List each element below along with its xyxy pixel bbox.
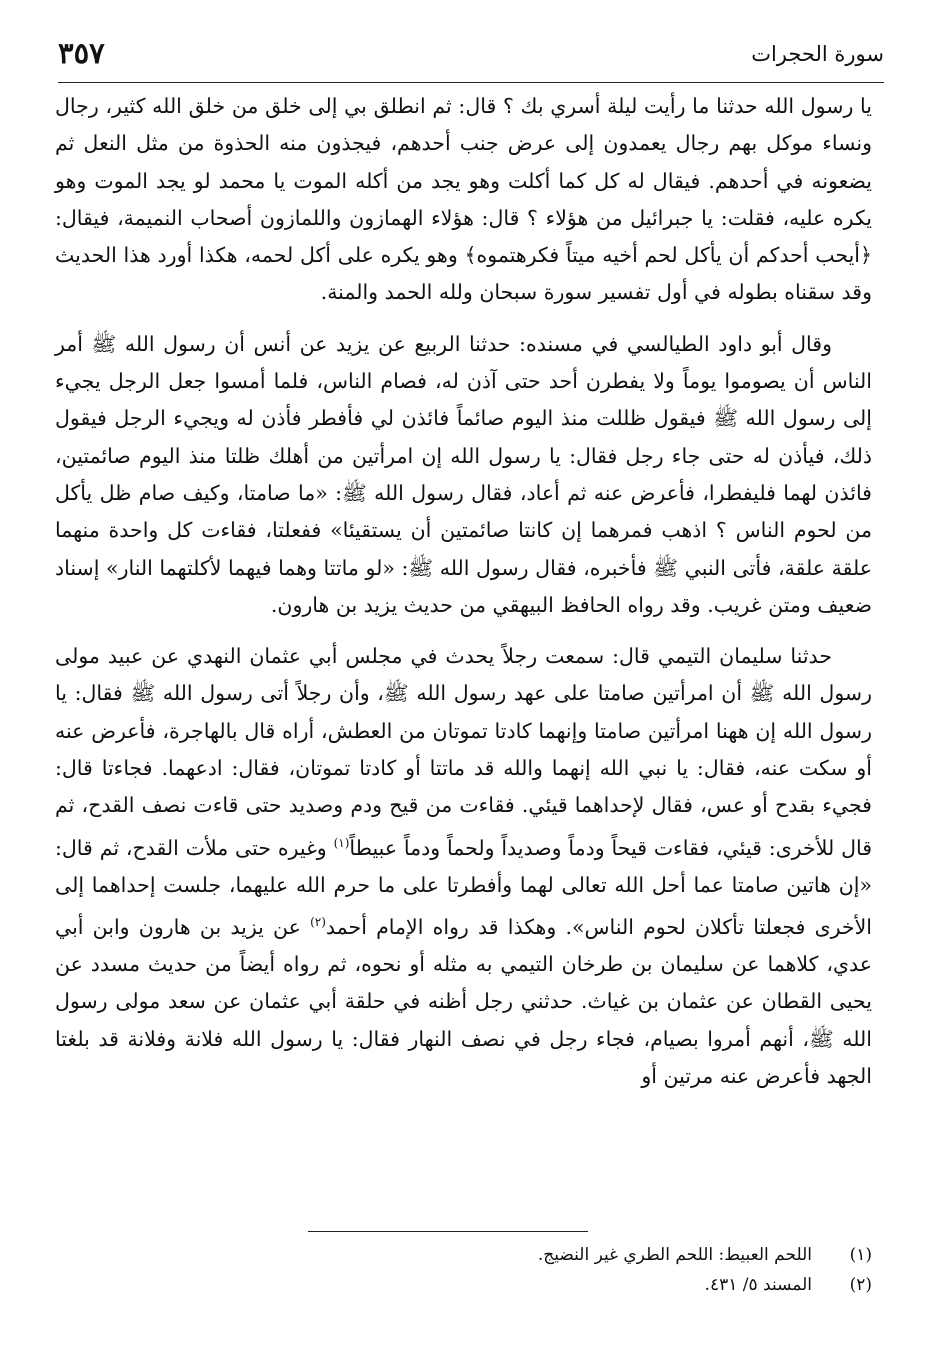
paragraph-3-part-3: عن يزيد بن هارون وابن أبي عدي، كلاهما عن سليمان بن طرخان التيمي به مثله أو نحوه، ثم رواه أيضاً من حديث مسدد عن يحيى القطان عن عثمان بن غياث. حدثني رجل أظنه في حلقة أبي عثمان عن سعد مولى رسول الله ﷺ، أنهم أمروا بصيام، فجاء رجل في نصف النهار فقال: يا رسول الله فلانة وفلانة قد بلغتا الجهد فأعرض عنه مرتين أو [55, 914, 872, 1089]
footnote-text: المسند ٥/ ٤٣١. [704, 1275, 812, 1295]
main-text [55, 88, 872, 1095]
footnote-1 [60, 1240, 872, 1270]
page-header [58, 36, 884, 83]
footnotes [60, 1240, 872, 1300]
paragraph-3 [55, 638, 872, 1095]
footnote-number: (١) [849, 1245, 872, 1265]
paragraph-3-part-1: حدثنا سليمان التيمي قال: سمعت رجلاً يحدث في مجلس أبي عثمان النهدي عن عبيد مولى رسول الله ﷺ أن امرأتين صامتا على عهد رسول الله ﷺ، وأن رجلاً أتى رسول الله ﷺ فقال: يا رسول الله إن ههنا امرأتين صامتا وإنهما كادتا تموتان من العطش، أراه قال بالهاجرة، فأعرض عنه أو سكت عنه، فقال: يا نبي الله إنهما والله قد ماتتا أو كادتا تموتان، فقال: ادعهما. فجاءتا قال: فجيء بقدح أو عس، فقال لإحداهما قيئي. فقاءت من قيح ودم وصديد حتى قاءت نصف القدح، ثم قال للأخرى: قيئي، فقاءت قيحاً ودماً وصديداً ولحماً ودماً عبيطاً [55, 644, 873, 860]
footnote-marker-2: (٢) [310, 915, 326, 930]
page-number: ٣٥٧ [58, 36, 105, 70]
footnote-2 [60, 1270, 872, 1300]
footnote-separator [308, 1231, 588, 1232]
paragraph-3-part-2: وغيره حتى ملأت القدح، ثم قال: «إن هاتين صامتا عما أحل الله تعالى لهما وأفطرتا على ما حرم الله عليهما، جلست إحداهما إلى الأخرى فجعلتا تأكلان لحوم الناس». وهكذا قد رواه الإمام أحمد [55, 835, 872, 939]
footnote-number: (٢) [849, 1275, 872, 1295]
footnote-text: اللحم العبيط: اللحم الطري غير النضيج. [537, 1245, 812, 1265]
surah-title: سورة الحجرات [751, 42, 884, 66]
paragraph-2: وقال أبو داود الطيالسي في مسنده: حدثنا الربيع عن يزيد عن أنس أن رسول الله ﷺ أمر الناس أن يصوموا يوماً ولا يفطرن أحد حتى آذن له، فصام الناس، فلما أمسوا جعل الرجل يجيء إلى رسول الله ﷺ فيقول ظللت منذ اليوم صائماً فائذن لي فأفطر فأذن له ويجيء الرجل فيقول ذلك، فيأذن له حتى جاء رجل فقال: يا رسول الله إن امرأتين من أهلك ظلتا منذ اليوم صائمتين، فائذن لهما فليفطرا، فأعرض عنه ثم أعاد، فقال رسول الله ﷺ: «ما صامتا، وكيف صام ظل يأكل من لحوم الناس ؟ اذهب فمرهما إن كانتا صائمتين أن يستقيئا» ففعلتا، فقاءت كل واحدة منهما علقة علقة، فأتى النبي ﷺ فأخبره، فقال رسول الله ﷺ: «لو ماتتا وهما فيهما لأكلتهما النار» إسناد ضعيف ومتن غريب. وقد رواه الحافظ البيهقي من حديث يزيد بن هارون. [55, 331, 872, 617]
footnote-marker-1: (١) [333, 835, 350, 850]
paragraph-1: يا رسول الله حدثنا ما رأيت ليلة أسري بك ؟ قال: ثم انطلق بي إلى خلق من خلق الله كثير، رجال ونساء موكل بهم رجال يعمدون إلى عرض جنب أحدهم، فيجذون منه الحذوة من مثل النعل ثم يضعونه في أحدهم. فيقال له كل كما أكلت وهو يجد من أكله الموت يا محمد لو يجد الموت وهو يكره عليه، فقلت: يا جبرائيل من هؤلاء ؟ قال: هؤلاء الهمازون واللمازون أصحاب النميمة، فيقال: ﴿أيحب أحدكم أن يأكل لحم أخيه ميتاً فكرهتموه﴾ وهو يكره على أكل لحمه، هكذا أورد هذا الحديث وقد سقناه بطوله في أول تفسير سورة سبحان ولله الحمد والمنة. [55, 94, 872, 305]
